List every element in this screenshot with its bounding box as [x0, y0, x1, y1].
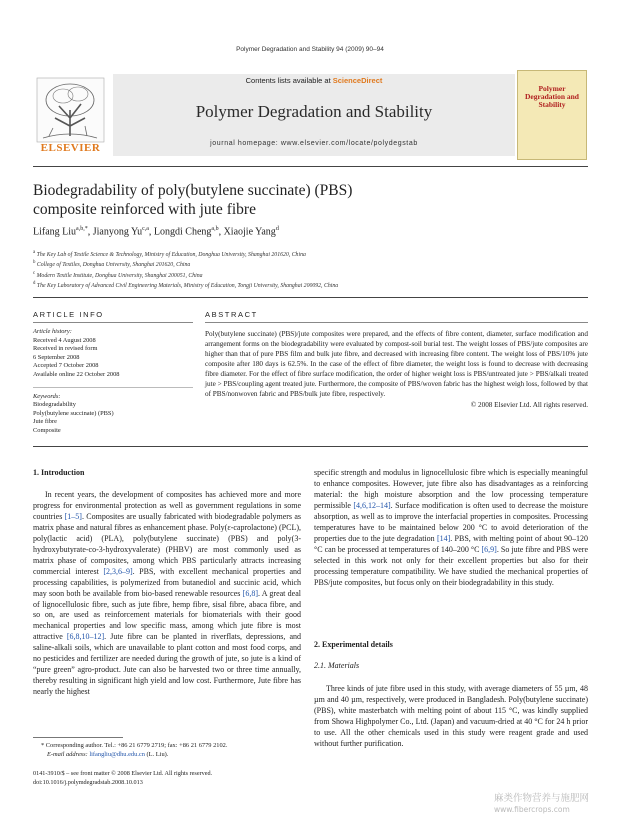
author-name: Lifang Liu — [33, 226, 77, 238]
contents-line — [113, 76, 515, 85]
history-entry: Available online 22 October 2008 — [33, 370, 120, 378]
site-watermark — [494, 793, 589, 815]
citation-link[interactable]: [4,6,12–14] — [353, 500, 391, 510]
author-affiliation-marker[interactable]: a,b,* — [76, 226, 88, 232]
abstract-heading: ABSTRACT — [205, 310, 258, 319]
intro-paragraph — [33, 490, 301, 698]
keyword: Poly(butylene succinate) (PBS) — [33, 409, 114, 417]
journal-name: Polymer Degradation and Stability — [195, 102, 433, 121]
issn-block — [33, 770, 212, 787]
body-text: In recent years, the development of composites has achieved more and more progress for environmental protection as well as government regulations in some countries — [33, 490, 301, 521]
keywords-label: Keywords: — [33, 392, 61, 400]
keyword: Biodegradability — [33, 401, 76, 409]
body-text: . PBS, with excellent mechanical properties and processing capabilities, is polymerized from butanediol and succinic acid, which may soon both be available from bio-based renewable resources — [33, 566, 301, 598]
abstract-copyright: © 2008 Elsevier Ltd. All rights reserved. — [470, 401, 588, 409]
author-separator: , — [87, 226, 93, 238]
affiliation-marker: b — [33, 260, 36, 266]
affiliation-text: College of Textiles, Donghua University, Shanghai 201620, China — [35, 262, 191, 269]
materials-heading: 2.1. Materials — [314, 661, 360, 670]
author-affiliation-marker[interactable]: a,b — [211, 226, 219, 232]
affiliation — [33, 280, 338, 290]
abstract-rule — [33, 446, 588, 447]
body-text: . Jute fibre can be planted in riverflats, depressions, and saline-alkali soils, which are unavailable to plant cotton and most food corps, and no pesticides and fertilizer are needed during the growth of jute, so jute is a kind of “pure green” agro-product. Jute can also be harvested two or three time annually, thereby resulting in significant high yield and low cost. Furthermore, Jute fibre has nearly the highest — [33, 632, 301, 697]
author-separator: , — [148, 226, 154, 238]
citation-link[interactable]: [6,8] — [242, 588, 258, 598]
affiliation-text: The Key Lab of Textile Science & Technology, Ministry of Education, Donghua University, Shanghai 201620, China — [35, 251, 306, 258]
affiliation-marker: a — [33, 250, 36, 255]
author-name: Longdi Cheng — [153, 226, 212, 238]
body-text: . Surface modification is often used to decrease the moisture absorption, as well as to improve the interfacial properties in composites. Processing temperatures have to be maintained below 200 °C to avoid deterioration of the properties due to the jute degradation — [314, 500, 588, 543]
history-list — [33, 337, 193, 380]
body-text: . A great deal of lignocellulosic fibre, such as jute fibre, hemp fibre, sisal fibre, abaca fibre, and so on, are used as reinforcement materials for biomaterials with their good mechanical properties and low specific mass, among which jute fibre is most attractive — [33, 588, 301, 642]
author-affiliation-marker[interactable]: d — [275, 226, 279, 232]
doi-line[interactable]: doi:10.1016/j.polymdegradstab.2008.10.013 — [33, 778, 143, 786]
header-rule — [33, 166, 588, 167]
history-entry: Received 4 August 2008 — [33, 336, 96, 344]
history-entry: Accepted 7 October 2008 — [33, 362, 99, 370]
footnote-rule — [33, 737, 123, 738]
intro-heading: 1. Introduction — [33, 468, 85, 477]
materials-paragraph: Three kinds of jute fibre used in this study, with average diameters of 55 µm, 48 µm and 40 µm, respectively, were produced in Bangladesh. Poly(butylene succinate) (PBS), white masterbatch with melting point of about 115 °C, was kindly supplied from Showa Highpolymer Co., Ltd. (Japan) and vacuum-dried at 40 °C for 24 h prior to use. All the other chemicals used in this study were reagent grade and used without further purification. — [314, 684, 588, 748]
email-link[interactable]: lifangliu@dhu.edu.cn — [89, 750, 145, 758]
watermark-line-2: www.fibercrops.com — [494, 805, 570, 814]
journal-homepage[interactable]: journal homepage: www.elsevier.com/locate/polydegstab — [210, 140, 418, 147]
affiliation-list — [33, 249, 338, 291]
body-text: . Composites are usually fabricated with biodegradable polymers as matrix phase and natural fibres as enhancement phase. Poly(ε-caprolactone) (PCL), poly(lactic acid) (PLA), poly(butylene succinate) (PBS) and poly(3-hydroxybutyrate-co-3-hydroxyvalerate) (PHBV) are most commonly used as matrix phase of composites, among which PBS particularly attracts increasing commercial interest — [33, 511, 302, 576]
author-affiliation-marker[interactable]: c,a — [142, 226, 149, 232]
watermark-line-1: 麻类作物营养与施肥网 — [494, 793, 590, 804]
abstract-text: Poly(butylene succinate) (PBS)/jute composites were prepared, and the effects of fibre content, diameter, surface modification and arrangement forms on the biodegradability were evaluated by compost-soil burial test. The weight losses of PBS/jute composites are higher than that of pure PBS film and bulk jute fibre, and decreased with increasing fibre content. The weight loss of PBS/10% jute composite after 180 days is 62.5%. In the case of the effect of fibre diameter, the weight loss is found to decrease with decreasing fibre diameter. For the effect of fibre surface modification, the order of higher weight loss is PBS/untreated jute > PBS/alkali treated jute > PBS/coupling agent treated jute. Furthermore, the composite of PBS/woven fabric has the highest weigh loss, followed by that of PBS/nonwoven fabric and PBS/bulk jute fibre, respectively. — [205, 330, 588, 398]
affiliation — [33, 259, 338, 269]
intro-paragraph-continued — [314, 468, 588, 588]
body-text: . PBS, with melting point of about 90–120 °C can be processed at temperatures of 140–200 °C — [314, 533, 588, 554]
affiliation-rule — [33, 297, 588, 298]
history-entry: Received in revised form — [33, 345, 98, 353]
masthead-banner — [113, 74, 515, 156]
article-info — [33, 310, 193, 436]
publisher-name: ELSEVIER — [40, 142, 101, 154]
contents-prefix: Contents lists available at — [245, 76, 333, 85]
cover-title: Polymer Degradation and Stability — [525, 84, 579, 109]
corresponding-author: * Corresponding author. Tel.: +86 21 6779 2719; fax: +86 21 6779 2102. — [41, 742, 228, 749]
history-entry: 6 September 2008 — [33, 353, 80, 361]
author-list — [33, 226, 279, 237]
body-text: . So jute fibre and PBS were selected in this work not only for their excellent properties but also for their processing temperature compatibility. We have studied the mechanical properties of PBS/jute composites, but focus only on their biodegradability in this study. — [314, 544, 589, 587]
citation-link[interactable]: [14] — [436, 533, 451, 543]
citation-link[interactable]: [1–5] — [64, 511, 82, 521]
article-info-heading: ARTICLE INFO — [33, 310, 104, 319]
citation-link[interactable]: [6,9] — [481, 544, 497, 554]
issn-line: 0141-3910/$ – see front matter © 2008 Elsevier Ltd. All rights reserved. — [33, 770, 213, 777]
email-suffix: (L. Liu). — [144, 750, 169, 758]
citation-link[interactable]: [6,8,10–12] — [66, 632, 105, 642]
affiliation-marker: d — [33, 281, 36, 287]
author-separator: , — [218, 226, 224, 238]
affiliation-text: The Key Laboratory of Advanced Civil Engineering Materials, Ministry of Education, Tongji University, Shanghai 200092, China — [35, 283, 339, 290]
article-title — [33, 181, 588, 219]
abstract — [205, 310, 588, 409]
running-head: Polymer Degradation and Stability 94 (2009) 90–94 — [236, 46, 384, 53]
keyword-list — [33, 401, 193, 435]
affiliation — [33, 270, 338, 280]
affiliation — [33, 249, 338, 259]
sciencedirect-link[interactable]: ScienceDirect — [332, 76, 383, 85]
citation-link[interactable]: [2,3,6–9] — [103, 566, 133, 576]
author-name: Xiaojie Yang — [223, 226, 276, 238]
email-label: E-mail address: — [47, 750, 90, 758]
affiliation-text: Modern Textile Institute, Donghua University, Shanghai 200051, China — [35, 272, 203, 279]
author-name: Jianyong Yu — [92, 226, 143, 238]
journal-cover-thumbnail — [517, 70, 587, 160]
footnote — [33, 742, 301, 760]
affiliation-marker: c — [33, 270, 36, 276]
body-text: specific strength and modulus in lignocellulosic fibre which is especially meaningful to enhance composites. However, jute fibre also has disadvantages as a reinforcing material: the high moisture absorption and the low processing temperature permissible — [314, 468, 588, 510]
history-label: Article history: — [33, 328, 72, 335]
keyword: Composite — [33, 426, 61, 434]
keyword: Jute fibre — [33, 418, 57, 426]
title-line-2: composite reinforced with jute fibre — [33, 201, 256, 218]
journal-masthead — [33, 68, 588, 163]
experimental-heading: 2. Experimental details — [314, 640, 393, 649]
title-line-1: Biodegradability of poly(butylene succinate) (PBS) — [33, 182, 353, 199]
